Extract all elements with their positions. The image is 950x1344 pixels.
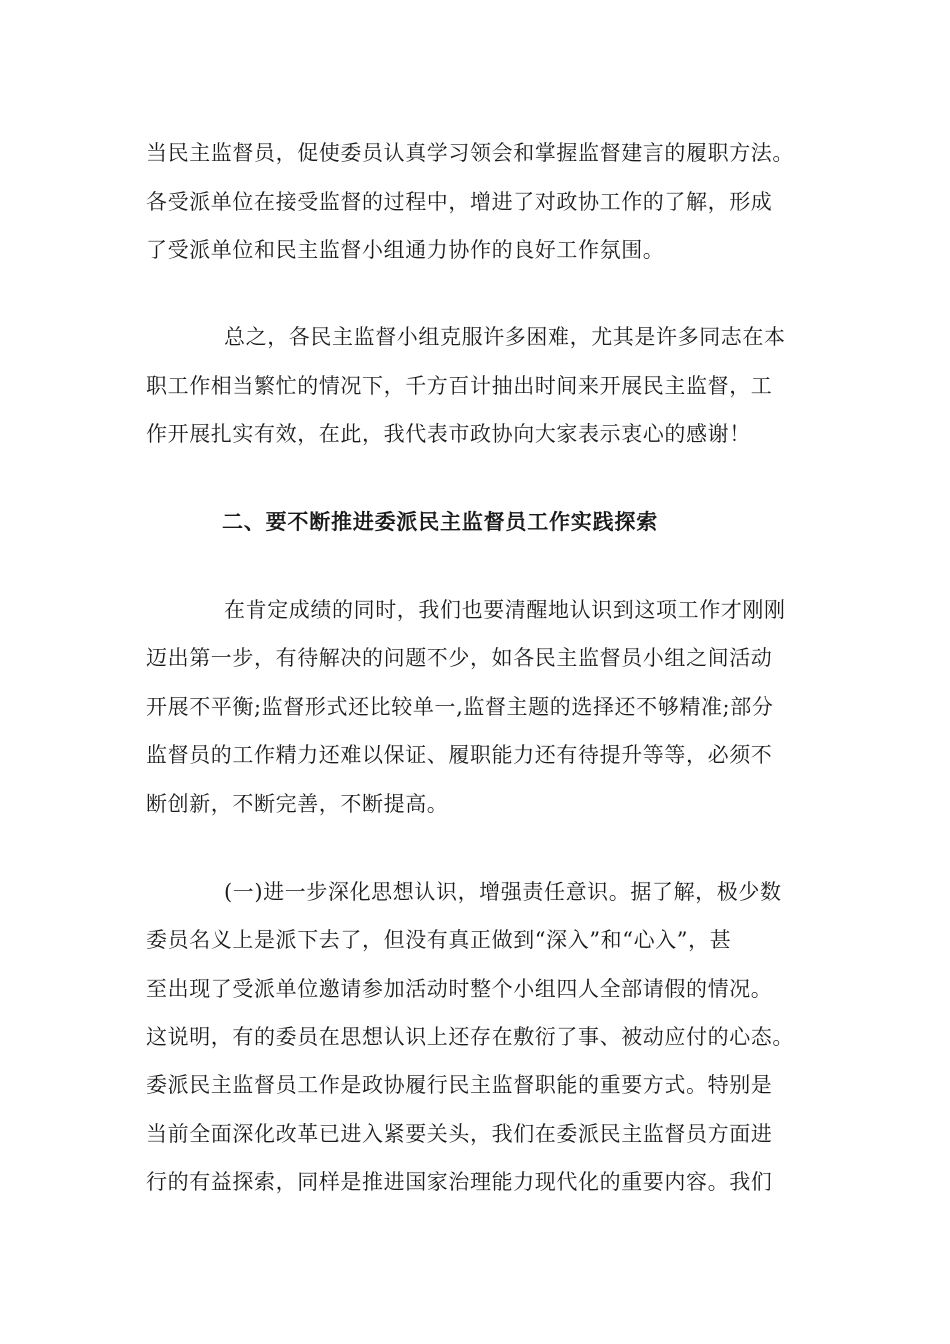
paragraph-2-line-2: 职工作相当繁忙的情况下，千方百计抽出时间来开展民主监督，工 [146, 374, 773, 398]
paragraph-4-line-3: 至出现了受派单位邀请参加活动时整个小组四人全部请假的情况。 [146, 977, 773, 1001]
paragraph-4-line-2: 委员名义上是派下去了，但没有真正做到“深入”和“心入”，甚 [146, 928, 732, 952]
paragraph-4-line-1: (一)进一步深化思想认识，增强责任意识。据了解，极少数 [224, 880, 782, 904]
paragraph-4-line-7: 行的有益探索，同样是推进国家治理能力现代化的重要内容。我们 [146, 1170, 773, 1194]
paragraph-1-line-2: 各受派单位在接受监督的过程中，增进了对政协工作的了解，形成 [146, 190, 773, 214]
paragraph-4-line-6: 当前全面深化改革已进入紧要关头，我们在委派民主监督员方面进 [146, 1122, 773, 1146]
paragraph-3-line-5: 断创新，不断完善，不断提高。 [146, 792, 449, 816]
paragraph-4-line-5: 委派民主监督员工作是政协履行民主监督职能的重要方式。特别是 [146, 1073, 773, 1097]
paragraph-3-line-2: 迈出第一步，有待解决的问题不少，如各民主监督员小组之间活动 [146, 646, 773, 670]
paragraph-4-line-4: 这说明，有的委员在思想认识上还存在敷衍了事、被动应付的心态。 [146, 1025, 794, 1049]
paragraph-3-line-1: 在肯定成绩的同时，我们也要清醒地认识到这项工作才刚刚 [224, 598, 786, 622]
paragraph-1-line-1: 当民主监督员，促使委员认真学习领会和掌握监督建言的履职方法。 [146, 141, 794, 165]
paragraph-2-line-1: 总之，各民主监督小组克服许多困难，尤其是许多同志在本 [224, 325, 786, 349]
paragraph-1-line-3: 了受派单位和民主监督小组通力协作的良好工作氛围。 [146, 238, 665, 262]
paragraph-3-line-3: 开展不平衡;监督形式还比较单一,监督主题的选择还不够精准;部分 [146, 695, 774, 719]
paragraph-2-line-3: 作开展扎实有效，在此，我代表市政协向大家表示衷心的感谢！ [146, 422, 751, 446]
paragraph-3-line-4: 监督员的工作精力还难以保证、履职能力还有待提升等等，必须不 [146, 743, 773, 767]
section-heading: 二、要不断推进委派民主监督员工作实践探索 [222, 510, 658, 534]
